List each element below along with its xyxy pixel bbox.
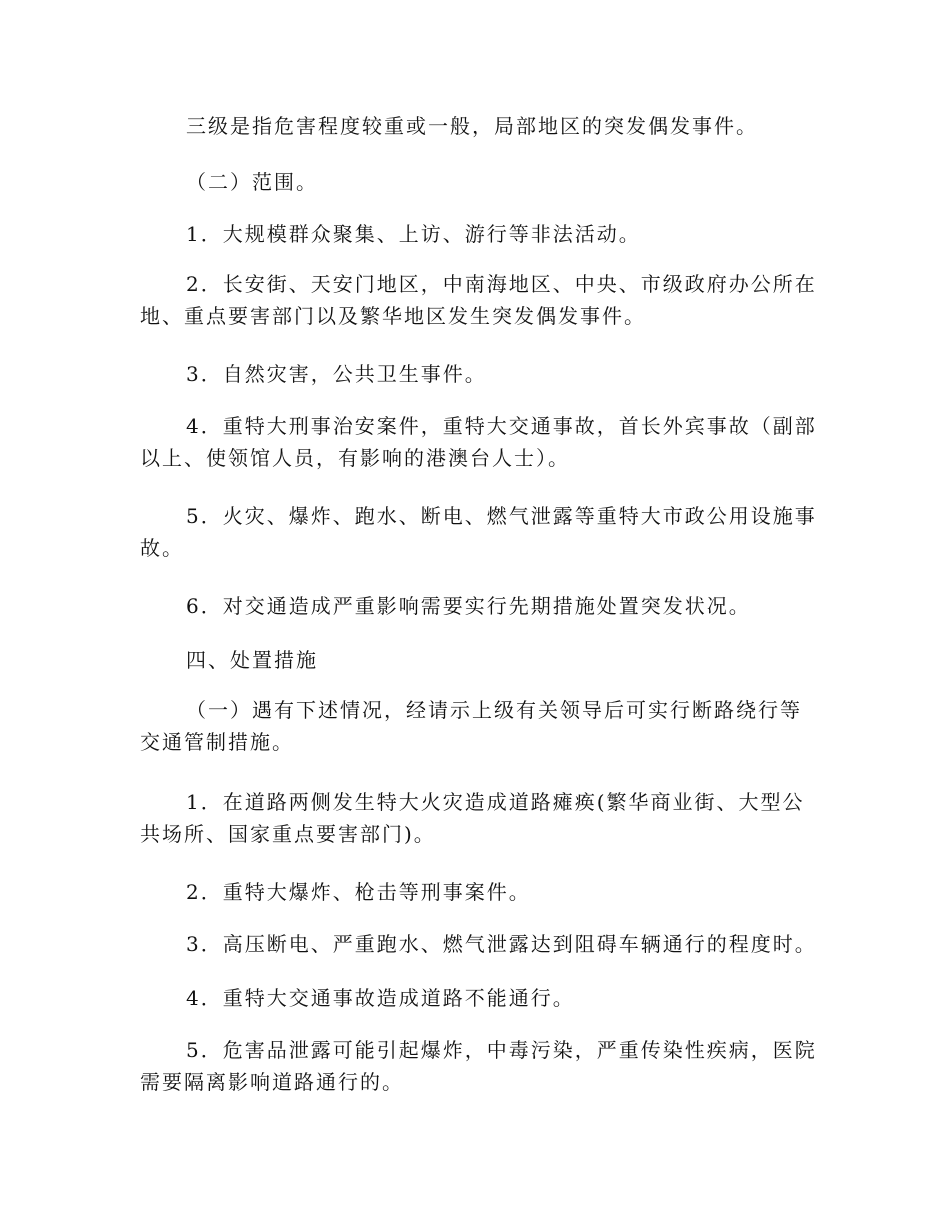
- paragraph-measure-item-3: 3．高压断电、严重跑水、燃气泄露达到阻碍车辆通行的程度时。: [186, 932, 817, 956]
- paragraph-scope-item-5: 5．火灾、爆炸、跑水、断电、燃气泄露等重特大市政公用设施事故。: [140, 504, 817, 560]
- paragraph-measures-intro: （一）遇有下述情况，经请示上级有关领导后可实行断路绕行等交通管制措施。: [140, 698, 802, 754]
- paragraph-scope-item-6: 6．对交通造成严重影响需要实行先期措施处置突发状况。: [186, 594, 751, 618]
- paragraph-measure-item-5: 5．危害品泄露可能引起爆炸，中毒污染，严重传染性疾病，医院需要隔离影响道路通行的。: [140, 1038, 817, 1094]
- paragraph-scope-item-4: 4．重特大刑事治安案件，重特大交通事故，首长外宾事故（副部以上、使领馆人员，有影响的港澳台人士）。: [140, 414, 817, 470]
- section-heading-measures: 四、处置措施: [186, 648, 318, 672]
- paragraph-measure-item-4: 4．重特大交通事故造成道路不能通行。: [186, 986, 575, 1010]
- paragraph-measure-item-1: 1．在道路两侧发生特大火灾造成道路瘫痪(繁华商业街、大型公共场所、国家重点要害部门)。: [140, 790, 805, 846]
- paragraph-scope-heading: （二）范围。: [186, 170, 318, 194]
- paragraph-measure-item-2: 2．重特大爆炸、枪击等刑事案件。: [186, 880, 531, 904]
- paragraph-scope-item-1: 1．大规模群众聚集、上访、游行等非法活动。: [186, 222, 641, 246]
- paragraph-scope-item-2: 2．长安街、天安门地区，中南海地区、中央、市级政府办公所在地、重点要害部门以及繁华地区发生突发偶发事件。: [140, 272, 817, 328]
- paragraph-scope-item-3: 3．自然灾害，公共卫生事件。: [186, 362, 487, 386]
- paragraph-level-three: 三级是指危害程度较重或一般，局部地区的突发偶发事件。: [186, 114, 758, 138]
